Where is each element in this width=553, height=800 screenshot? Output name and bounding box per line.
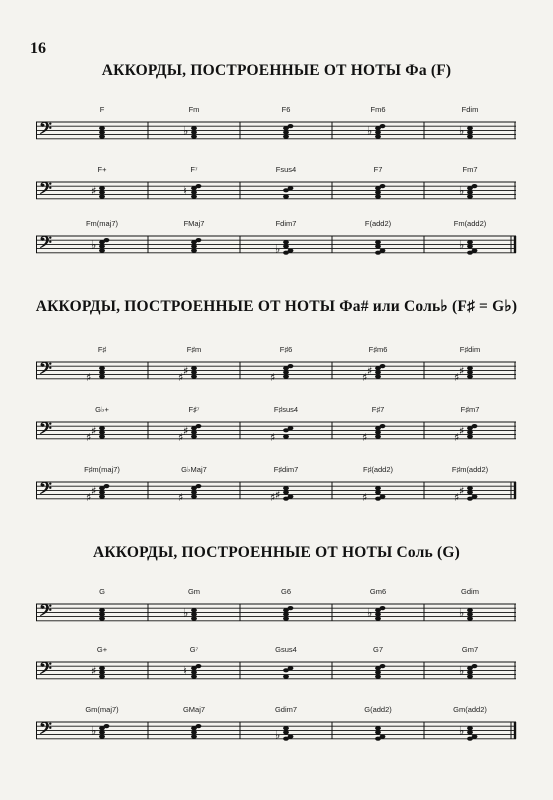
chord-label: Gm6 — [369, 587, 387, 596]
note-head — [191, 244, 197, 248]
sharp-icon: ♯ — [270, 430, 276, 444]
chord-label: F♯m — [186, 345, 202, 354]
chord-label: Gm — [187, 587, 201, 596]
sharp-icon: ♯ — [275, 488, 281, 502]
note-head — [283, 195, 289, 199]
note-head — [283, 617, 289, 621]
flat-icon: ♭ — [459, 724, 465, 738]
note-head — [467, 617, 473, 621]
chord-label: Gdim — [461, 587, 479, 596]
note-head — [191, 195, 197, 199]
sharp-icon: ♯ — [454, 490, 460, 504]
note-head — [104, 724, 110, 728]
note-head — [191, 670, 197, 674]
note-head — [191, 375, 197, 379]
note-head — [375, 670, 381, 674]
flat-icon: ♭ — [367, 606, 373, 620]
note-head — [99, 675, 105, 679]
note-head — [288, 495, 294, 499]
note-head — [375, 244, 381, 248]
chord-label: F♯m6 — [368, 345, 388, 354]
note-head — [472, 664, 478, 668]
sharp-icon: ♯ — [178, 490, 184, 504]
note-head — [283, 244, 289, 248]
note-head — [99, 195, 105, 199]
note-head — [467, 244, 473, 248]
note-head — [283, 375, 289, 379]
note-head — [467, 608, 473, 612]
note-head — [375, 135, 381, 139]
staff-s0-r0 — [36, 100, 516, 162]
chord-label: G7 — [372, 645, 384, 654]
note-head — [191, 249, 197, 253]
chord-label: F+ — [97, 165, 107, 174]
note-head — [467, 130, 473, 134]
staff-s1-r2 — [36, 460, 516, 522]
flat-icon: ♭ — [459, 184, 465, 198]
flat-icon: ♭ — [91, 238, 97, 252]
note-head — [283, 370, 289, 374]
note-head — [104, 484, 110, 488]
note-head — [191, 370, 197, 374]
staff-s1-r1 — [36, 400, 516, 462]
note-head — [283, 240, 289, 244]
note-head — [99, 666, 105, 670]
note-head — [288, 186, 294, 190]
note-head — [196, 724, 202, 728]
chord-label: F♯(add2) — [362, 465, 394, 474]
note-head — [283, 490, 289, 494]
flat-icon: ♭ — [459, 606, 465, 620]
flat-icon: ♭ — [183, 606, 189, 620]
note-head — [375, 486, 381, 490]
flat-icon: ♭ — [183, 124, 189, 138]
note-head — [467, 366, 473, 370]
note-head — [375, 240, 381, 244]
note-head — [283, 135, 289, 139]
note-head — [375, 195, 381, 199]
sharp-icon: ♯ — [183, 424, 189, 438]
section-title-g: АККОРДЫ, ПОСТРОЕННЫЕ ОТ НОТЫ Соль (G) — [92, 544, 461, 561]
note-head — [99, 244, 105, 248]
chord-label: G+ — [96, 645, 108, 654]
note-head — [191, 730, 197, 734]
chord-label: F6 — [281, 105, 291, 114]
note-head — [467, 612, 473, 616]
note-head — [467, 675, 473, 679]
note-head — [380, 184, 386, 188]
note-head — [99, 186, 105, 190]
chord-label: Fm7 — [462, 165, 478, 174]
note-head — [283, 435, 289, 439]
sharp-icon: ♯ — [362, 430, 368, 444]
note-head — [472, 184, 478, 188]
staff-s1-r0 — [36, 340, 516, 402]
sharp-icon: ♯ — [454, 370, 460, 384]
chord-label: F♯7 — [371, 405, 385, 414]
note-head — [375, 370, 381, 374]
note-head — [375, 190, 381, 194]
staff-s2-r2 — [36, 700, 516, 762]
sharp-icon: ♯ — [91, 184, 97, 198]
note-head — [380, 735, 386, 739]
note-head — [467, 726, 473, 730]
note-head — [375, 130, 381, 134]
chord-label: Gm7 — [461, 645, 479, 654]
staff-s2-r0 — [36, 582, 516, 644]
note-head — [375, 726, 381, 730]
chord-label: G(add2) — [364, 705, 392, 714]
chord-label: Fdim7 — [275, 219, 297, 228]
sharp-icon: ♯ — [178, 430, 184, 444]
note-head — [467, 190, 473, 194]
chord-label: Fm6 — [370, 105, 386, 114]
note-head — [191, 126, 197, 130]
note-head — [467, 435, 473, 439]
sharp-icon: ♯ — [459, 424, 465, 438]
sharp-icon: ♯ — [178, 370, 184, 384]
chord-label: G♭+ — [95, 405, 109, 414]
sharp-icon: ♯ — [86, 430, 92, 444]
note-head — [191, 130, 197, 134]
note-head — [191, 366, 197, 370]
flat-icon: ♭ — [275, 728, 281, 742]
note-head — [191, 675, 197, 679]
note-head — [99, 612, 105, 616]
flat-icon: ♭ — [459, 664, 465, 678]
note-head — [288, 249, 294, 253]
note-head — [191, 135, 197, 139]
note-head — [467, 670, 473, 674]
sharp-icon: ♯ — [86, 370, 92, 384]
note-head — [467, 375, 473, 379]
flat-icon: ♭ — [459, 238, 465, 252]
note-head — [380, 424, 386, 428]
note-head — [380, 495, 386, 499]
note-head — [191, 617, 197, 621]
chord-label: F — [99, 105, 105, 114]
flat-icon: ♭ — [275, 242, 281, 256]
section-title-f: АККОРДЫ, ПОСТРОЕННЫЕ ОТ НОТЫ Фа (F) — [101, 62, 452, 79]
chord-label: Fm — [188, 105, 200, 114]
note-head — [283, 612, 289, 616]
sharp-icon: ♯ — [86, 490, 92, 504]
note-head — [467, 430, 473, 434]
note-head — [191, 612, 197, 616]
note-head — [283, 675, 289, 679]
note-head — [99, 375, 105, 379]
note-head — [375, 490, 381, 494]
sharp-icon: ♯ — [183, 364, 189, 378]
note-head — [196, 424, 202, 428]
chord-label: G⁷ — [189, 645, 199, 654]
note-head — [191, 495, 197, 499]
note-head — [283, 130, 289, 134]
chord-label: Gm(maj7) — [85, 705, 119, 714]
note-head — [99, 435, 105, 439]
note-head — [99, 670, 105, 674]
note-head — [375, 617, 381, 621]
note-head — [99, 126, 105, 130]
note-head — [191, 735, 197, 739]
chord-label: FMaj7 — [183, 219, 205, 228]
sharp-icon: ♯ — [367, 364, 373, 378]
sharp-icon: ♯ — [91, 424, 97, 438]
note-head — [191, 430, 197, 434]
note-head — [472, 495, 478, 499]
note-head — [288, 426, 294, 430]
note-head — [375, 612, 381, 616]
flat-icon: ♭ — [459, 124, 465, 138]
note-head — [104, 238, 110, 242]
note-head — [191, 190, 197, 194]
note-head — [380, 364, 386, 368]
note-head — [196, 484, 202, 488]
bass-clef-icon: 𝄢 — [39, 232, 52, 256]
chord-label: F♯ — [97, 345, 107, 354]
chord-label: F⁷ — [190, 165, 198, 174]
chord-label: Gsus4 — [275, 645, 297, 654]
chord-label: G♭Maj7 — [181, 465, 207, 474]
flat-icon: ♭ — [91, 724, 97, 738]
sharp-icon: ♯ — [362, 490, 368, 504]
note-head — [99, 249, 105, 253]
chord-label: Fdim — [461, 105, 479, 114]
note-head — [191, 608, 197, 612]
note-head — [467, 490, 473, 494]
note-head — [380, 664, 386, 668]
note-head — [472, 424, 478, 428]
note-head — [288, 124, 294, 128]
note-head — [375, 435, 381, 439]
note-head — [99, 366, 105, 370]
note-head — [99, 617, 105, 621]
note-head — [467, 486, 473, 490]
page-number: 16 — [30, 40, 46, 57]
note-head — [375, 675, 381, 679]
chord-label: F♯⁷ — [188, 405, 200, 414]
note-head — [99, 135, 105, 139]
note-head — [467, 126, 473, 130]
sharp-icon: ♯ — [270, 490, 276, 504]
note-head — [196, 664, 202, 668]
bass-clef-icon: 𝄢 — [39, 118, 52, 142]
note-head — [467, 730, 473, 734]
note-head — [99, 495, 105, 499]
chord-label: Fsus4 — [275, 165, 297, 174]
bass-clef-icon: 𝄢 — [39, 658, 52, 682]
chord-label: Fm(maj7) — [85, 219, 119, 228]
sharp-icon: ♯ — [459, 364, 465, 378]
note-head — [283, 730, 289, 734]
sharp-icon: ♯ — [454, 430, 460, 444]
note-head — [288, 735, 294, 739]
note-head — [99, 426, 105, 430]
chord-label: G6 — [280, 587, 292, 596]
note-head — [288, 364, 294, 368]
note-head — [99, 370, 105, 374]
chord-label: Gdim7 — [274, 705, 298, 714]
chord-label: F♯m(add2) — [451, 465, 489, 474]
bass-clef-icon: 𝄢 — [39, 600, 52, 624]
staff-s2-r1 — [36, 640, 516, 702]
sharp-icon: ♯ — [270, 370, 276, 384]
chord-label: F♯6 — [279, 345, 293, 354]
note-head — [99, 730, 105, 734]
note-head — [375, 375, 381, 379]
note-head — [380, 124, 386, 128]
chord-label: F7 — [373, 165, 383, 174]
section-title-f-sharp: АККОРДЫ, ПОСТРОЕННЫЕ ОТ НОТЫ Фа# или Соль♭ (F♯ = G♭) — [35, 298, 518, 315]
note-head — [288, 606, 294, 610]
note-head — [283, 486, 289, 490]
chord-label: F♯m7 — [460, 405, 480, 414]
sharp-icon: ♯ — [362, 370, 368, 384]
sharp-icon: ♯ — [459, 484, 465, 498]
chord-label: F♯sus4 — [273, 405, 299, 414]
staff-s0-r2 — [36, 214, 516, 276]
chord-label: G — [99, 587, 105, 596]
note-head — [380, 606, 386, 610]
chord-label: Fm(add2) — [453, 219, 487, 228]
bass-clef-icon: 𝄢 — [39, 418, 52, 442]
note-head — [99, 130, 105, 134]
note-head — [196, 238, 202, 242]
note-head — [99, 735, 105, 739]
bass-clef-icon: 𝄢 — [39, 178, 52, 202]
note-head — [472, 735, 478, 739]
bass-clef-icon: 𝄢 — [39, 478, 52, 502]
chord-label: F♯dim7 — [273, 465, 299, 474]
chord-label: F(add2) — [364, 219, 392, 228]
chord-label: Gm(add2) — [453, 705, 487, 714]
note-head — [472, 249, 478, 253]
note-head — [288, 666, 294, 670]
note-head — [99, 490, 105, 494]
note-head — [467, 370, 473, 374]
note-head — [467, 195, 473, 199]
note-head — [467, 240, 473, 244]
note-head — [375, 730, 381, 734]
note-head — [283, 726, 289, 730]
chord-label: GMaj7 — [182, 705, 206, 714]
note-head — [380, 249, 386, 253]
note-head — [375, 430, 381, 434]
bass-clef-icon: 𝄢 — [39, 358, 52, 382]
note-head — [467, 135, 473, 139]
bass-clef-icon: 𝄢 — [39, 718, 52, 742]
flat-icon: ♭ — [367, 124, 373, 138]
flat-icon: ♮ — [183, 184, 187, 198]
note-head — [191, 435, 197, 439]
staff-s0-r1 — [36, 160, 516, 222]
sharp-icon: ♯ — [91, 664, 97, 678]
sharp-icon: ♯ — [91, 484, 97, 498]
note-head — [99, 608, 105, 612]
flat-icon: ♮ — [183, 664, 187, 678]
note-head — [191, 490, 197, 494]
note-head — [99, 430, 105, 434]
chord-label: F♯dim — [459, 345, 481, 354]
chord-label: F♯m(maj7) — [84, 465, 120, 474]
note-head — [196, 184, 202, 188]
note-head — [99, 190, 105, 194]
